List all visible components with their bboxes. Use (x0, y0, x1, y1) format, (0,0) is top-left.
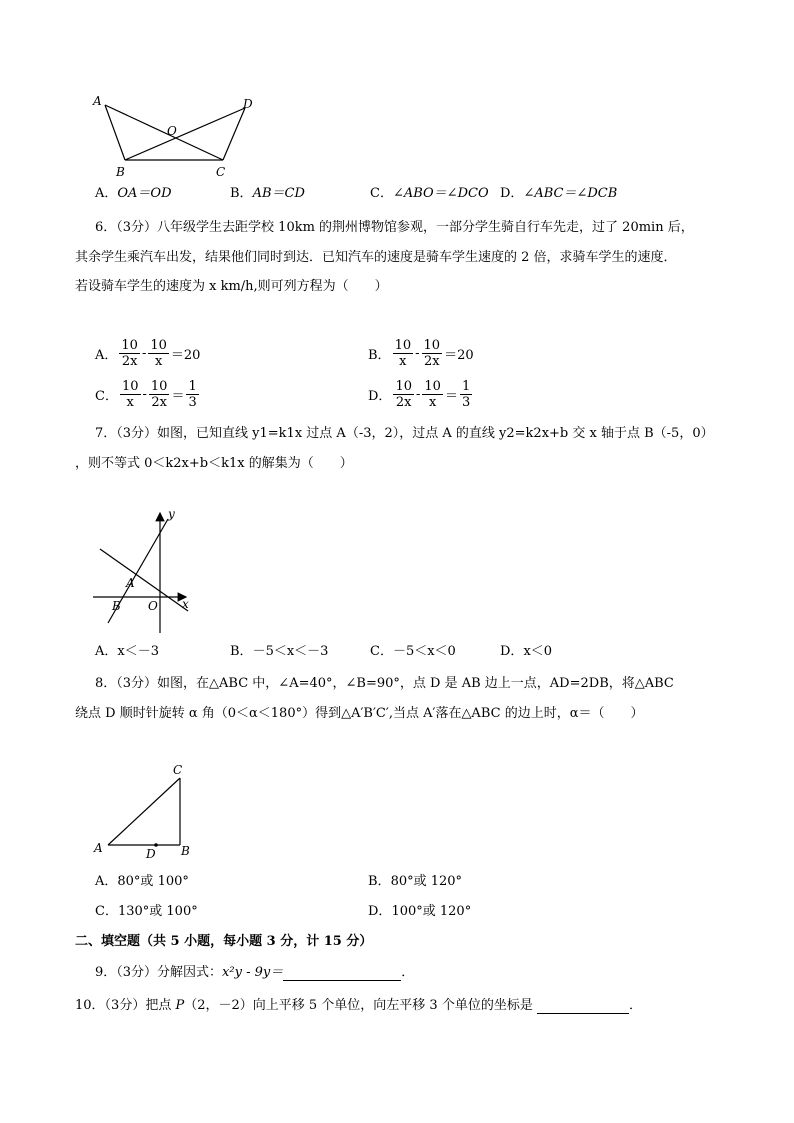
denominator: 3 (188, 395, 197, 410)
option-letter: A． (95, 186, 118, 201)
option-text: 80°或 120° (390, 874, 463, 889)
q10-point-label: P (175, 998, 185, 1013)
q7-option-c[interactable] (370, 644, 456, 660)
fig7-label-A: A (126, 576, 135, 590)
fig5-label-D: D (243, 97, 253, 111)
option-text: 130°或 100° (117, 904, 198, 919)
numerator: 10 (395, 379, 412, 394)
q7-stem-line1: 7．（3分）如图，已知直线 y1=k1x 过点 A（-3，2），过点 A 的直线 y2=k2x+b 交 x 轴于点 B（-5，0） (95, 426, 714, 441)
q5-option-a[interactable] (95, 186, 172, 202)
denominator: 2x (121, 354, 138, 369)
numerator: 1 (188, 379, 197, 394)
fig8-label-B: B (181, 844, 190, 858)
option-letter: B． (368, 874, 391, 889)
denominator: 3 (461, 395, 471, 410)
option-letter: A． (95, 644, 118, 659)
option-text: ∠ABO＝∠DCO (392, 186, 489, 201)
fraction (119, 338, 140, 369)
q9-line (95, 965, 414, 981)
q10-answer-blank[interactable] (537, 1013, 629, 1014)
q10-text: （2，－2）向上平移 5 个单位，向左平移 3 个单位的坐标是 (184, 998, 533, 1013)
option-text: 80°或 100° (117, 874, 189, 889)
q5-option-c[interactable] (370, 186, 489, 202)
fig7-label-B: B (112, 599, 121, 613)
option-letter: A． (95, 348, 118, 363)
q6-option-d[interactable] (368, 379, 474, 410)
option-letter: A． (95, 874, 118, 889)
q10-prefix: 10．（3分）把点 (75, 998, 176, 1013)
option-letter: B． (230, 644, 253, 659)
q8-stem-line2: 绕点 D 顺时针旋转 α 角（0＜α＜180°）得到△A′B′C′,当点 A′落在△ABC 的边上时，α＝（ ） (75, 706, 644, 721)
numerator: 10 (423, 338, 441, 353)
option-text: x＜－3 (117, 644, 159, 659)
fraction (186, 379, 198, 410)
q6-stem-line3: 若设骑车学生的速度为 x km/h,则可列方程为（ ） (75, 279, 388, 294)
q8-option-b[interactable] (368, 874, 462, 890)
q7-option-d[interactable] (500, 644, 552, 660)
q10-suffix: ． (628, 998, 642, 1013)
fraction (120, 379, 141, 410)
option-text: －5＜x＜0 (392, 644, 456, 659)
q10-line (75, 998, 642, 1014)
fraction (149, 379, 170, 410)
option-text: ∠ABC＝∠DCB (523, 186, 618, 201)
operator: - (141, 346, 147, 361)
q8-option-c[interactable] (95, 904, 198, 920)
fig7-label-O: O (148, 599, 158, 613)
numerator: 1 (461, 379, 471, 394)
q5-option-b[interactable] (230, 186, 305, 202)
fraction (148, 338, 169, 369)
q7-stem-line2: ，则不等式 0＜k2x+b＜k1x 的解集为（ ） (75, 456, 353, 471)
q7-option-b[interactable] (230, 644, 328, 660)
option-letter: C． (370, 644, 393, 659)
numerator: 10 (121, 379, 139, 394)
fig5-label-A: A (93, 94, 102, 108)
q8-option-a[interactable] (95, 874, 189, 890)
fraction (422, 379, 443, 410)
q8-option-d[interactable] (368, 904, 471, 920)
denominator: x (126, 395, 134, 410)
numerator: 10 (150, 379, 168, 394)
q7-option-a[interactable] (95, 644, 159, 660)
section-heading: 二、填空题（共 5 小题，每小题 3 分，计 15 分） (75, 934, 373, 949)
q6-stem-line1: 6．（3分）八年级学生去距学校 10km 的荆州博物馆参观，一部分学生骑自行车先走，过了 20min 后， (95, 220, 694, 235)
denominator: 2x (423, 354, 440, 369)
fraction (422, 338, 443, 369)
option-text: AB＝CD (252, 186, 305, 201)
equals-value: ＝20 (444, 348, 474, 363)
fig7-label-y: y (168, 507, 175, 521)
option-letter: B． (368, 348, 391, 363)
operator: - (415, 346, 420, 361)
option-letter: C． (370, 186, 393, 201)
q6-option-b[interactable] (368, 338, 474, 369)
denominator: x (154, 354, 163, 369)
operator: - (415, 387, 421, 402)
q6-option-a[interactable] (95, 338, 200, 369)
numerator: 10 (394, 338, 412, 353)
q5-figure (85, 90, 265, 182)
q9-suffix: ． (401, 965, 415, 980)
numerator: 10 (424, 379, 441, 394)
fig8-label-C: C (173, 763, 183, 777)
option-letter: D． (500, 644, 524, 659)
operator: - (142, 387, 147, 402)
option-text: 100°或 120° (391, 904, 472, 919)
fig5-label-O: O (167, 124, 177, 138)
q8-figure (88, 760, 208, 862)
denominator: 2x (395, 395, 412, 410)
option-letter: D． (368, 904, 392, 919)
option-letter: D． (500, 186, 524, 201)
fig5-label-C: C (216, 165, 226, 179)
equals-sign: ＝ (444, 389, 458, 404)
q7-figure (88, 505, 198, 637)
fig5-label-B: B (116, 165, 125, 179)
q8-stem-line1: 8．（3分）如图，在△ABC 中，∠A=40°，∠B=90°，点 D 是 AB 边上一点，AD=2DB，将△ABC (95, 676, 674, 691)
option-letter: C． (95, 904, 118, 919)
q9-expression: x²y - 9y＝ (222, 965, 284, 980)
fraction (460, 379, 472, 410)
equals-sign: ＝ (171, 389, 185, 404)
numerator: 10 (150, 338, 167, 353)
fig8-label-A: A (94, 841, 103, 855)
option-text: x＜0 (523, 644, 553, 659)
denominator: 2x (151, 395, 167, 410)
q9-prefix: 9．（3分）分解因式： (95, 965, 223, 980)
option-letter: D． (368, 389, 392, 404)
q6-stem-line2: 其余学生乘汽车出发，结果他们同时到达．已知汽车的速度是骑车学生速度的 2 倍，求骑车学生的速度． (75, 250, 677, 265)
option-letter: C． (95, 389, 118, 404)
fraction (393, 379, 414, 410)
denominator: x (399, 354, 407, 369)
numerator: 10 (121, 338, 138, 353)
fraction (393, 338, 414, 369)
option-text: OA＝OD (117, 186, 172, 201)
fig7-label-x: x (182, 597, 189, 611)
denominator: x (428, 395, 437, 410)
fig8-label-D: D (146, 847, 156, 861)
option-letter: B． (230, 186, 253, 201)
equals-value: ＝20 (170, 348, 201, 363)
option-text: －5＜x＜－3 (252, 644, 329, 659)
q6-option-c[interactable] (95, 379, 201, 410)
q9-answer-blank[interactable] (283, 980, 401, 981)
q5-option-d[interactable] (500, 186, 617, 202)
